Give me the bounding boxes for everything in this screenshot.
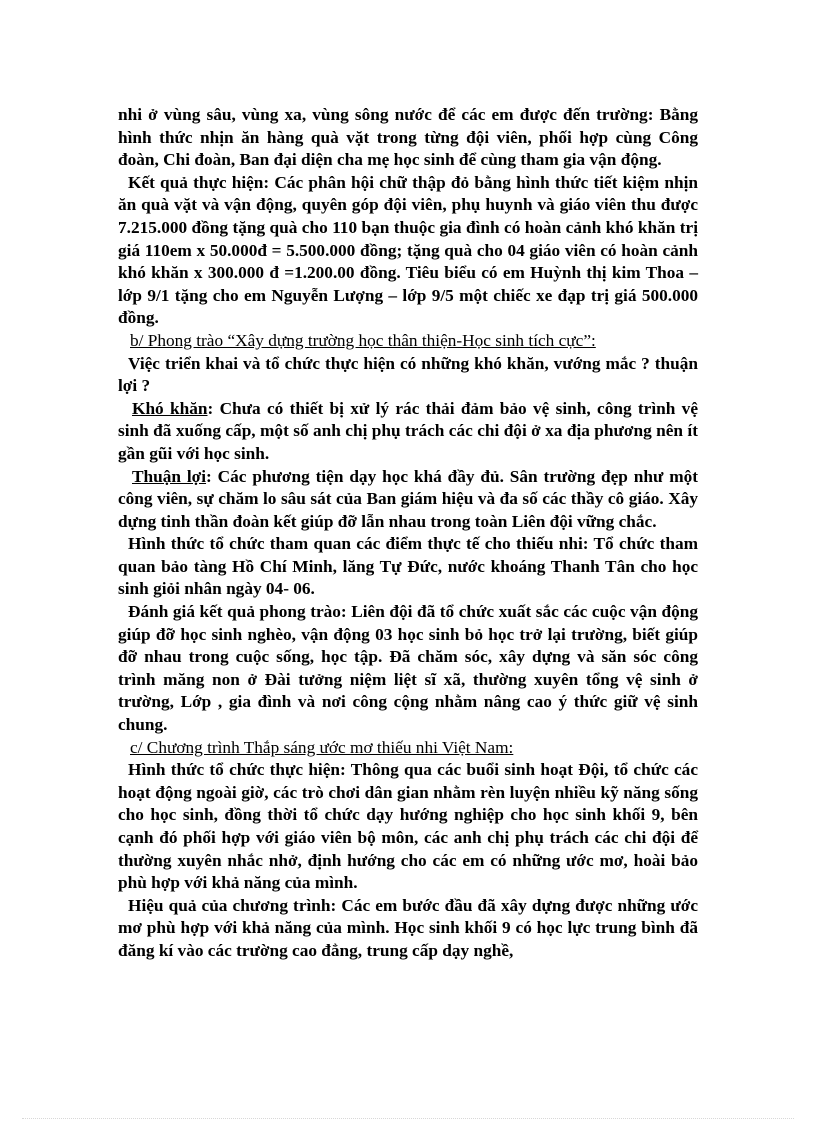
paragraph-danh-gia: Đánh giá kết quả phong trào: Liên đội đã tổ chức xuất sắc các cuộc vận động giúp đỡ học sinh nghèo, vận động 03 học sinh bỏ học trở lại trường, biết giúp đỡ nhau trong cuộc sống, học tập. Đã chăm sóc, xây dựng và săn sóc công trình măng non ở Đài tưởng niệm liệt sĩ xã, thường xuyên tổng vệ sinh ở trường, Lớp , gia đình và nơi công cộng nhằm nâng cao ý thức giữ vệ sinh chung. (118, 602, 698, 735)
paragraph-hieu-qua: Hiệu quả của chương trình: Các em bước đầu đã xây dựng được những ước mơ phù hợp với khả năng của mình. Học sinh khối 9 có học lực trung bình đã đăng kí vào các trường cao đẳng, trung cấp dạy nghề, (118, 895, 698, 960)
paragraph-tham-quan: Hình thức tổ chức tham quan các điểm thực tế cho thiếu nhi: Tổ chức tham quan bảo tàng Hồ Chí Minh, lăng Tự Đức, nước khoáng Thanh Tân cho học sinh giỏi nhân ngày 04- 06. (118, 534, 698, 599)
text-kho-khan: : Chưa có thiết bị xử lý rác thải đảm bảo vệ sinh, công trình vệ sinh đã xuống cấp, một số anh chị phụ trách các chi đội ở xa địa phương nên ít gần gũi với học sinh. (118, 398, 698, 463)
document-body (118, 104, 698, 963)
paragraph-hinh-thuc: Hình thức tổ chức thực hiện: Thông qua các buổi sinh hoạt Đội, tổ chức các hoạt động ngoài giờ, các trò chơi dân gian nhằm rèn luyện nhiều kỹ năng sống cho học sinh, đồng thời tổ chức dạy hướng nghiệp cho học sinh khối 9, bên cạnh đó phối hợp với giáo viên bộ môn, các anh chị phụ trách các chi đội để thường xuyên nhắc nhở, định hướng cho các em có những ước mơ, hoài bảo phù hợp với khả năng của mình. (118, 760, 698, 893)
label-kho-khan: Khó khăn (132, 398, 208, 418)
section-heading-b (118, 330, 698, 353)
paragraph-thuan-loi (118, 466, 698, 534)
section-heading-c-text: c/ Chương trình Thắp sáng ước mơ thiếu nhi Việt Nam: (130, 737, 514, 757)
paragraph-kho-khan (118, 398, 698, 466)
section-heading-c (118, 737, 698, 760)
label-thuan-loi: Thuận lợi (132, 466, 207, 486)
paragraph-ket-qua-thuc-hien: Kết quả thực hiện: Các phân hội chữ thập đỏ bằng hình thức tiết kiệm nhịn ăn quà vặt và vận động, quyên góp đội viên, phụ huynh và giáo viên thu được 7.215.000 đồng tặng quà cho 110 bạn thuộc gia đình có hoàn cảnh khó khăn trị giá 110em x 50.000đ = 5.500.000 đồng; tặng quà cho 04 giáo viên có hoàn cảnh khó khăn x 300.000 đ =1.200.00 đồng. Tiêu biểu có em Huỳnh thị kim Thoa – lớp 9/1 tặng cho em Nguyễn Lượng – lớp 9/5 một chiếc xe đạp trị giá 500.000 đồng. (118, 172, 698, 328)
paragraph-trien-khai: Việc triển khai và tổ chức thực hiện có những khó khăn, vướng mắc ? thuận lợi ? (118, 353, 698, 396)
paragraph-1: nhi ở vùng sâu, vùng xa, vùng sông nước để các em được đến trường: Bằng hình thức nhịn ăn hàng quà vặt trong từng đội viên, phối hợp cùng Công đoàn, Chi đoàn, Ban đại diện cha mẹ học sinh để cùng tham gia vận động. (118, 105, 698, 170)
text-thuan-loi: : Các phương tiện dạy học khá đầy đủ. Sân trường đẹp như một công viên, sự chăm lo sâu sát của Ban giám hiệu và đa số các thầy cô giáo. Xây dựng tinh thần đoàn kết giúp đỡ lẫn nhau trong toàn Liên đội vững chắc. (118, 466, 698, 531)
section-heading-b-text: b/ Phong trào “Xây dựng trường học thân thiện-Học sinh tích cực”: (130, 330, 596, 350)
page-bottom-divider (22, 1118, 794, 1119)
